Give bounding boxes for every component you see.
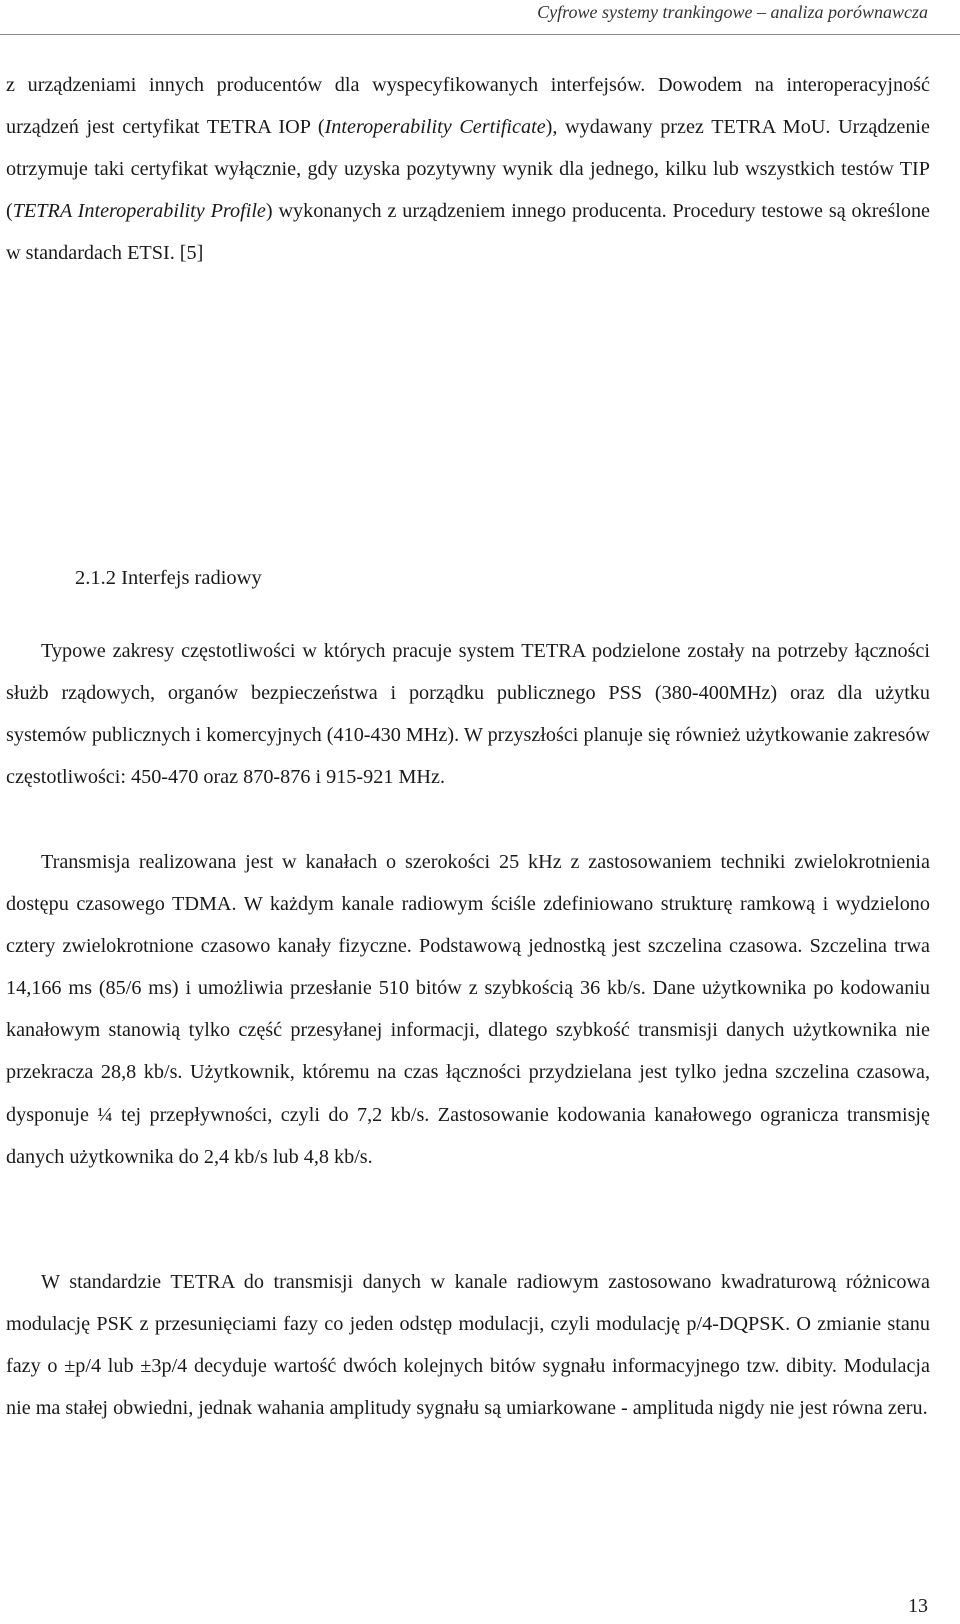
tip-term: TETRA Interoperability Profile [12,200,266,223]
paragraph-transmission: Transmisja realizowana jest w kanałach o szerokości 25 kHz z zastosowaniem techniki zwielokrotnienia dostępu czasowego TDMA. W każdym kanale radiowym ściśle zdefiniowano strukturę ramkową i wydzielono cztery zwielokrotnione czasowo kanały fizyczne. Podstawową jednostką jest szczelina czasowa. Szczelina trwa 14,166 ms (85/6 ms) i umożliwia przesłanie 510 bitów z szybkością 36 kb/s. Dane użytkownika po kodowaniu kanałowym stanowią tylko część przesyłanej informacji, dlatego szybkość transmisji danych użytkownika nie przekracza 28,8 kb/s. Użytkownik, któremu na czas łączności przydzielana jest tylko jedna szczelina czasowa, dysponuje ¼ tej przepływności, czyli do 7,2 kb/s. Zastosowanie kodowania kanałowego ogranicza transmisję danych użytkownika do 2,4 kb/s lub 4,8 kb/s. [6,851,930,1168]
continuation-text-3: ) wykonanych z urządzeniem innego producenta. Procedury testowe są określone w standardach ETSI. [5] [6,200,930,265]
continuation-text-2: ), wydawany przez TETRA MoU. Urządzenie otrzymuje taki certyfikat wyłącznie, gdy uzyska pozytywny wynik dla jednego, kilku lub wszystkich testów TIP ( [6,116,930,223]
continuation-text-1: z urządzeniami innych producentów dla wyspecyfikowanych interfejsów. Dowodem na interoperacyjność urządzeń jest certyfikat TETRA IOP ( [6,74,930,139]
header-rule [0,34,960,35]
continuation-paragraph [6,64,930,274]
paragraph-frequency-ranges: Typowe zakresy częstotliwości w których pracuje system TETRA podzielone zostały na potrzeby łączności służb rządowych, organów bezpieczeństwa i porządku publicznego PSS (380-400MHz) oraz dla użytku systemów publicznych i komercyjnych (410-430 MHz). W przyszłości planuje się również użytkowanie zakresów częstotliwości: 450-470 oraz 870-876 i 915-921 MHz. [6,640,930,789]
paragraph-modulation: W standardzie TETRA do transmisji danych w kanale radiowym zastosowano kwadraturową różnicowa modulację PSK z przesunięciami fazy co jeden odstęp modulacji, czyli modulację p/4-DQPSK. O zmianie stanu fazy o ±p/4 lub ±3p/4 decyduje wartość dwóch kolejnych bitów sygnału informacyjnego tzw. dibity. Modulacja nie ma stałej obwiedni, jednak wahania amplitudy sygnału są umiarkowane - amplituda nigdy nie jest równa zeru. [6,1271,930,1420]
iop-term: Interoperability Certificate [324,116,546,139]
page-number: 13 [908,1595,928,1617]
section-heading: 2.1.2 Interfejs radiowy [75,567,262,589]
running-header: Cyfrowe systemy trankingowe – analiza porównawcza [537,2,928,22]
